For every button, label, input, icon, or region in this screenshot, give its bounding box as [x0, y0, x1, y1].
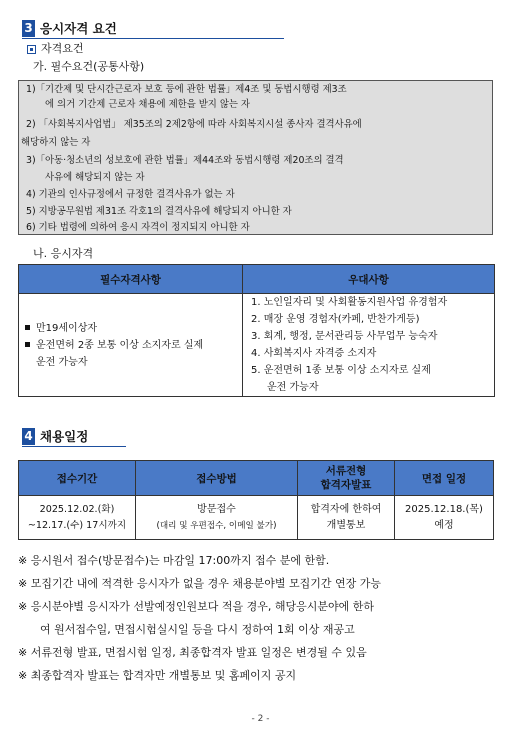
requirement-line: 5) 지방공무원법 제31조 각호1의 결격사유에 해당되지 아니한 자 — [26, 206, 292, 217]
schedule-table — [18, 460, 494, 540]
period-cell: 2025.12.02.(화) ~12.17.(수) 17시까지 — [19, 496, 136, 540]
list-item: 5. 운전면허 1종 보통 이상 소지자로 실제 — [251, 365, 431, 376]
document-result-cell: 합격자에 한하여 개별통보 — [298, 496, 395, 540]
note-line: 여 원서접수일, 면접시험실시일 등을 다시 정하여 1회 이상 재공고 — [40, 623, 355, 636]
requirement-line: 해당하지 않는 자 — [21, 137, 91, 148]
bullet-icon — [25, 342, 30, 347]
checkbox-square-icon — [27, 45, 36, 54]
bullet-icon — [25, 325, 30, 330]
eligibility-heading: 나. 응시자격 — [33, 247, 94, 260]
section-3-header — [22, 17, 117, 39]
qualification-table — [18, 264, 495, 397]
list-item: 4. 사회복지사 자격증 소지자 — [251, 348, 377, 359]
requirement-line: 에 의거 기간제 근로자 채용에 제한을 받지 않는 자 — [45, 99, 250, 110]
method-header: 접수방법 — [136, 461, 298, 496]
section-underline — [22, 446, 126, 447]
interview-header: 면접 일정 — [395, 461, 494, 496]
preferred-qualifications-cell — [243, 294, 495, 397]
list-item: 만19세이상자 — [19, 320, 242, 337]
requirement-line: 2) 「사회복지사업법」 제35조의 2제2항에 따라 사회복지시설 종사자 결격사유에 — [26, 119, 362, 130]
document-screening-header: 서류전형 합격자발표 — [298, 461, 395, 496]
requirement-line: 3)「아동·청소년의 성보호에 관한 법률」제44조와 동법시행령 제20조의 결격 — [26, 155, 344, 166]
requirement-line: 1)「기간제 및 단시간근로자 보호 등에 관한 법률」제4조 및 동법시행령 제3조 — [26, 84, 347, 95]
qualification-subtitle: 자격요건 — [27, 40, 84, 56]
section-title: 응시자격 요건 — [40, 21, 117, 36]
preferred-qualifications-header: 우대사항 — [243, 265, 495, 294]
interview-cell: 2025.12.18.(목) 예정 — [395, 496, 494, 540]
list-item: 운전 가능자 — [267, 382, 319, 393]
list-item: 2. 매장 운영 경험자(카페, 반찬가게등) — [251, 314, 420, 325]
list-item: 3. 회계, 행정, 문서관리등 사무업무 능숙자 — [251, 331, 438, 342]
method-cell: 방문접수 (대리 및 우편접수, 이메일 불가) — [136, 496, 298, 540]
section-number-badge: 4 — [22, 428, 35, 445]
section-underline — [22, 38, 284, 39]
required-qualifications-cell — [19, 294, 243, 397]
required-qualifications-header: 필수자격사항 — [19, 265, 243, 294]
requirement-line: 6) 기타 법령에 의하여 응시 자격이 정지되지 아니한 자 — [26, 222, 250, 233]
requirements-heading: 가. 필수요건(공통사항) — [33, 60, 145, 73]
list-item: 운전면허 2종 보통 이상 소지자로 실제 — [19, 337, 242, 354]
requirement-line: 사유에 해당되지 않는 자 — [45, 172, 145, 183]
requirement-line: 4) 기관의 인사규정에서 규정한 결격사유가 없는 자 — [26, 189, 235, 200]
section-title: 채용일정 — [40, 429, 89, 444]
note-line: ※ 최종합격자 발표는 합격자만 개별통보 및 홈페이지 공지 — [18, 669, 297, 682]
page-number: - 2 - — [251, 714, 270, 724]
period-header: 접수기간 — [19, 461, 136, 496]
section-4-header — [22, 425, 88, 447]
common-requirements-box — [18, 80, 493, 235]
list-item: 운전 가능자 — [36, 356, 88, 368]
note-line: ※ 응시원서 접수(방문접수)는 마감일 17:00까지 접수 분에 한함. — [18, 554, 330, 567]
list-item: 1. 노인일자리 및 사회활동지원사업 유경험자 — [251, 297, 448, 308]
note-line: ※ 응시분야별 응시자가 선발예정인원보다 적을 경우, 해당응시분야에 한하 — [18, 600, 374, 613]
note-line: ※ 모집기간 내에 적격한 응시자가 없을 경우 채용분야별 모집기간 연장 가능 — [18, 577, 381, 590]
section-number-badge: 3 — [22, 20, 35, 37]
note-line: ※ 서류전형 발표, 면접시험 일정, 최종합격자 발표 일정은 변경될 수 있음 — [18, 646, 367, 659]
